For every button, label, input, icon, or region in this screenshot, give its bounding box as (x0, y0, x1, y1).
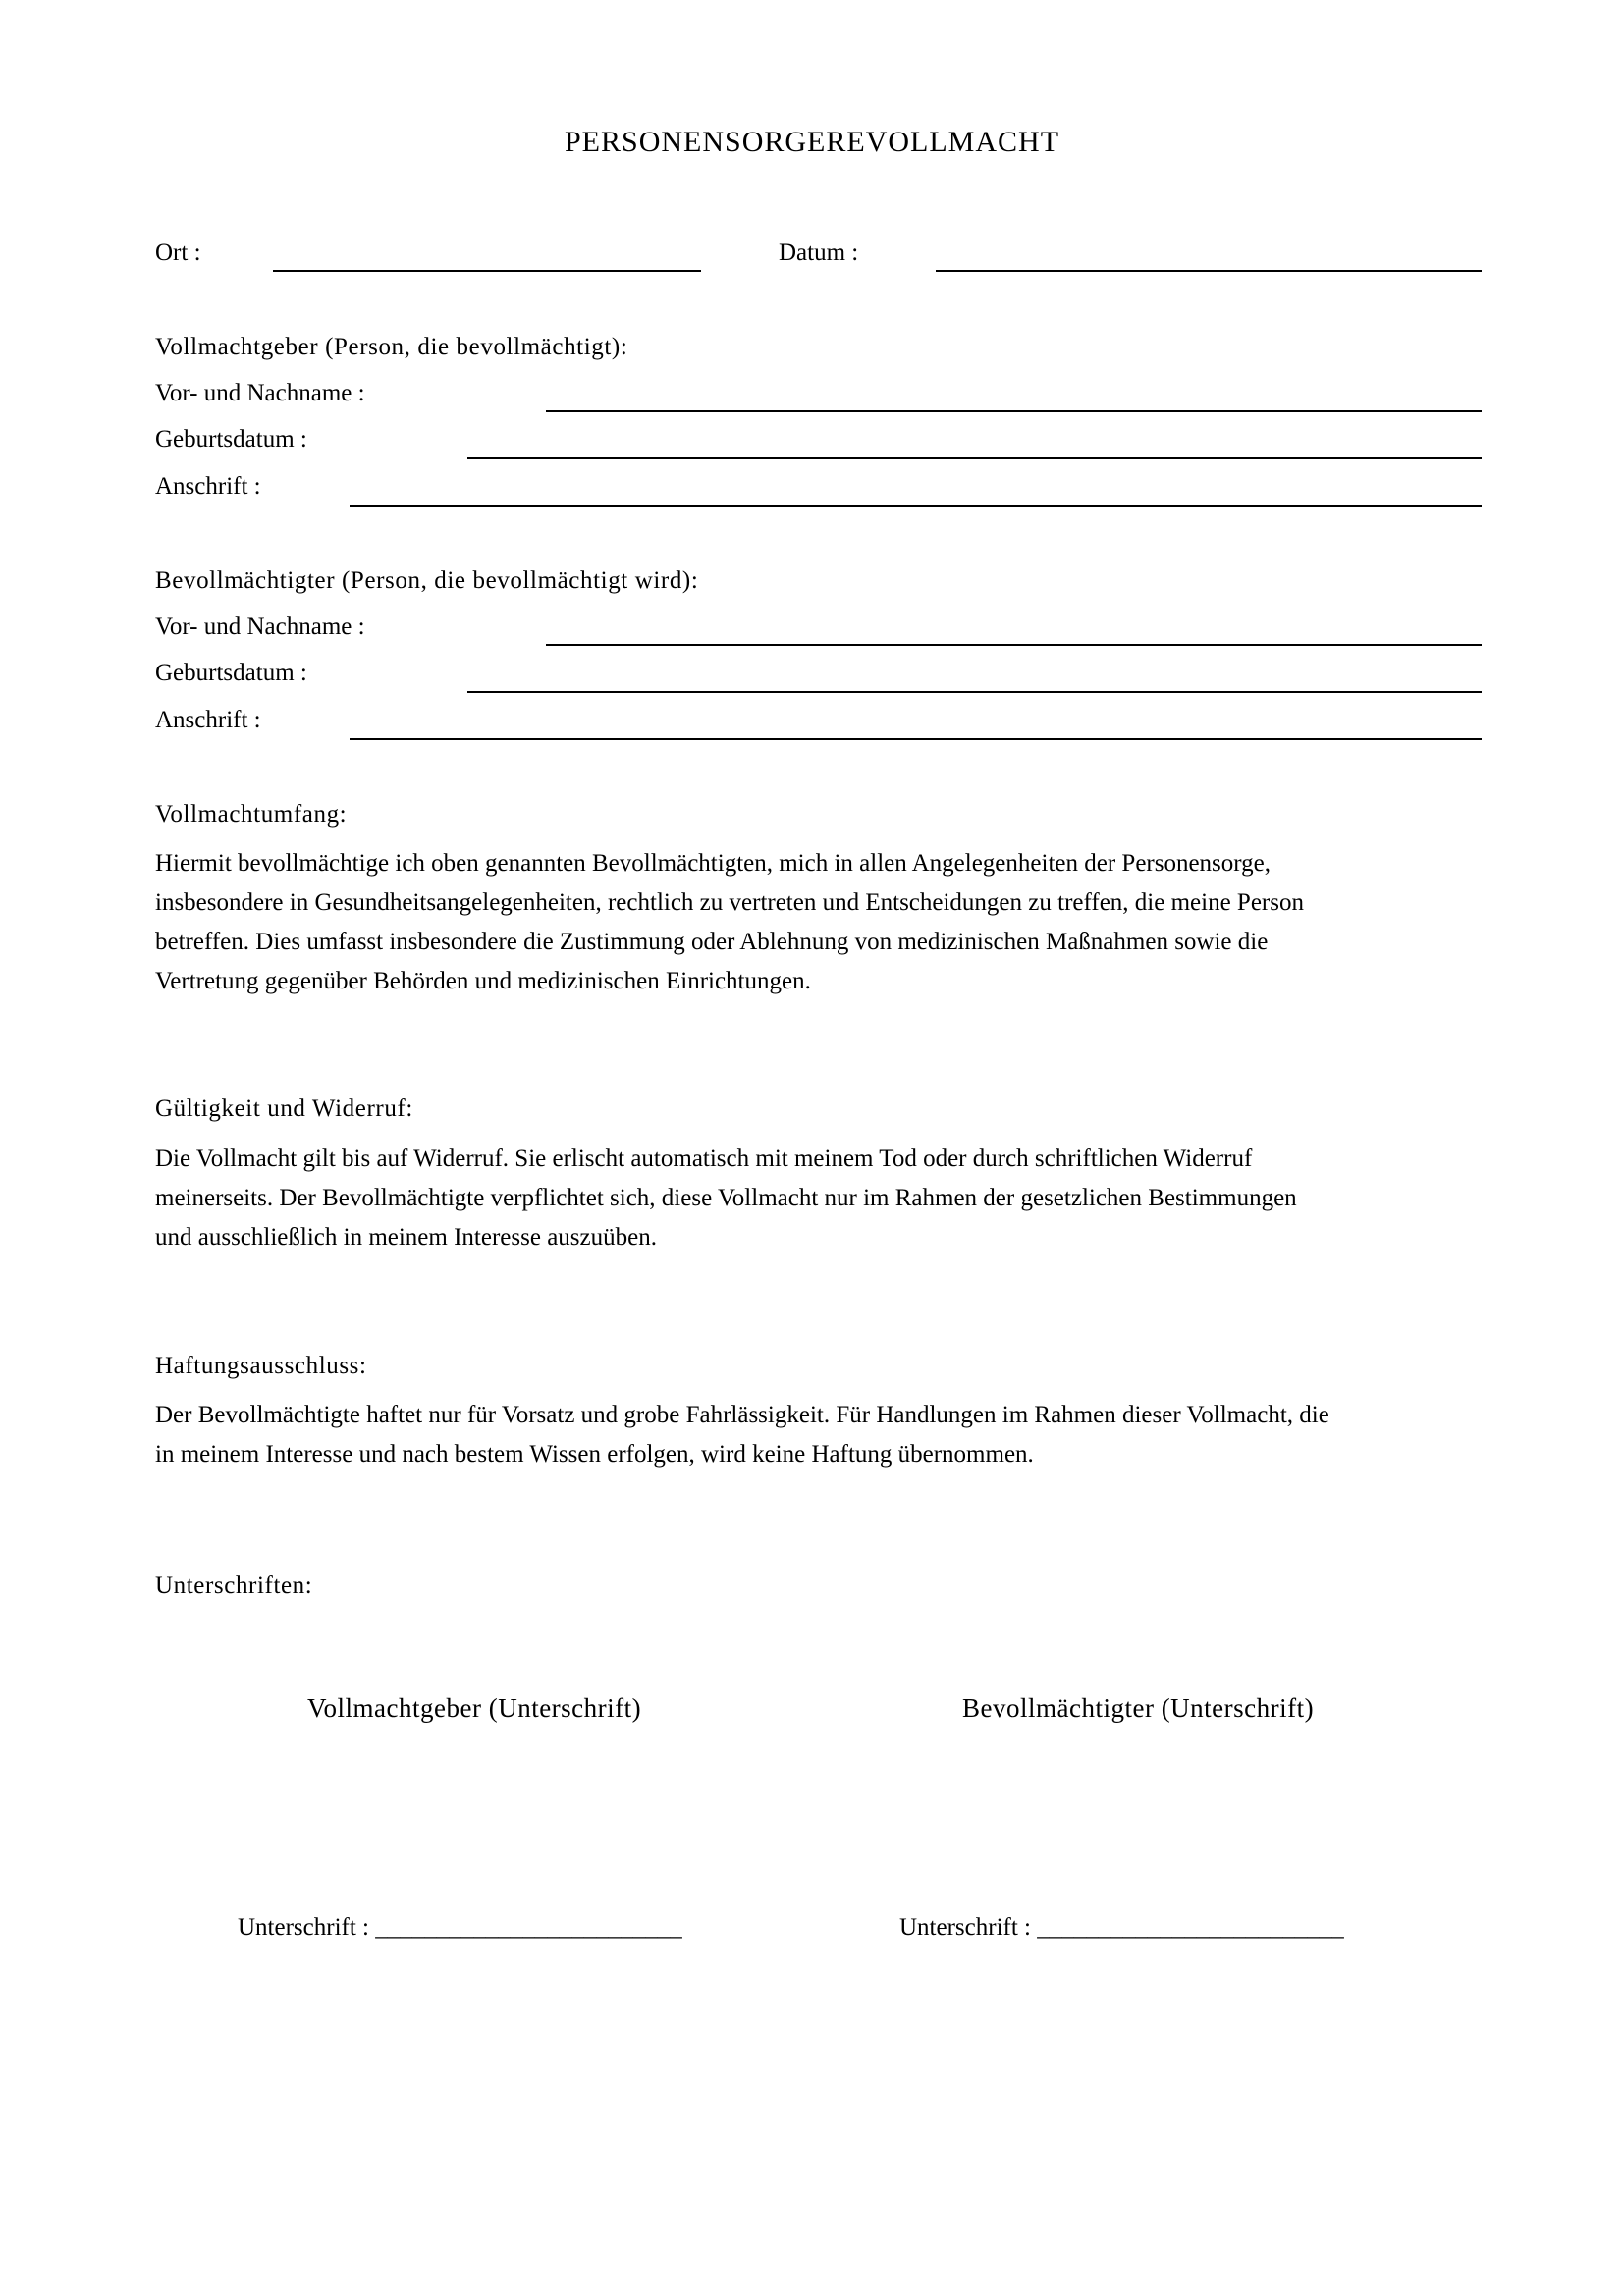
principal-name-label: Vor- und Nachname : (155, 380, 365, 406)
validity-heading: Gültigkeit und Widerruf: (155, 1095, 413, 1122)
place-field[interactable] (273, 270, 701, 272)
principal-signature-field[interactable]: Unterschrift : _________________________ (238, 1914, 682, 1941)
principal-address-label: Anschrift : (155, 473, 261, 500)
place-label: Ort : (155, 240, 201, 266)
agent-name-field[interactable] (546, 644, 1482, 646)
liability-line: in meinem Interesse und nach bestem Wissen erfolgen, wird keine Haftung übernommen. (155, 1441, 1034, 1468)
scope-line: betreffen. Dies umfasst insbesondere die Zustimmung oder Ablehnung von medizinischen Maßnahmen sowie die (155, 929, 1269, 955)
principal-name-field[interactable] (546, 410, 1482, 412)
principal-birth-field[interactable] (467, 457, 1482, 459)
agent-signature-field[interactable]: Unterschrift : _________________________ (899, 1914, 1344, 1941)
principal-signature-caption: Vollmachtgeber (Unterschrift) (307, 1693, 642, 1723)
validity-line: Die Vollmacht gilt bis auf Widerruf. Sie erlischt automatisch mit meinem Tod oder durch schriftlichen Widerruf (155, 1146, 1253, 1172)
document-title: PERSONENSORGEREVOLLMACHT (564, 126, 1060, 158)
principal-address-field[interactable] (350, 505, 1482, 507)
scope-line: Vertretung gegenüber Behörden und medizinischen Einrichtungen. (155, 968, 811, 994)
agent-name-label: Vor- und Nachname : (155, 614, 365, 640)
agent-signature-caption: Bevollmächtigter (Unterschrift) (962, 1693, 1315, 1723)
scope-line: Hiermit bevollmächtige ich oben genannten Bevollmächtigten, mich in allen Angelegenheiten der Personensorge, (155, 850, 1272, 877)
validity-paragraph (155, 1140, 1490, 1257)
agent-heading: Bevollmächtigter (Person, die bevollmächtigt wird): (155, 567, 699, 594)
liability-heading: Haftungsausschluss: (155, 1353, 367, 1379)
agent-birth-label: Geburtsdatum : (155, 660, 307, 686)
scope-line: insbesondere in Gesundheitsangelegenheiten, rechtlich zu vertreten und Entscheidungen zu treffen, die meine Person (155, 889, 1304, 916)
date-field[interactable] (936, 270, 1482, 272)
validity-line: und ausschließlich in meinem Interesse auszuüben. (155, 1224, 657, 1251)
date-label: Datum : (779, 240, 859, 266)
agent-address-field[interactable] (350, 738, 1482, 740)
validity-line: meinerseits. Der Bevollmächtigte verpflichtet sich, diese Vollmacht nur im Rahmen der gesetzlichen Bestimmungen (155, 1185, 1297, 1211)
agent-address-label: Anschrift : (155, 707, 261, 733)
liability-line: Der Bevollmächtigte haftet nur für Vorsatz und grobe Fahrlässigkeit. Für Handlungen im Rahmen dieser Vollmacht, die (155, 1402, 1329, 1428)
scope-heading: Vollmachtumfang: (155, 801, 348, 828)
liability-paragraph (155, 1396, 1490, 1474)
agent-birth-field[interactable] (467, 691, 1482, 693)
principal-heading: Vollmachtgeber (Person, die bevollmächtigt): (155, 334, 628, 360)
principal-birth-label: Geburtsdatum : (155, 426, 307, 453)
scope-paragraph (155, 844, 1490, 1001)
signatures-heading: Unterschriften: (155, 1573, 313, 1599)
